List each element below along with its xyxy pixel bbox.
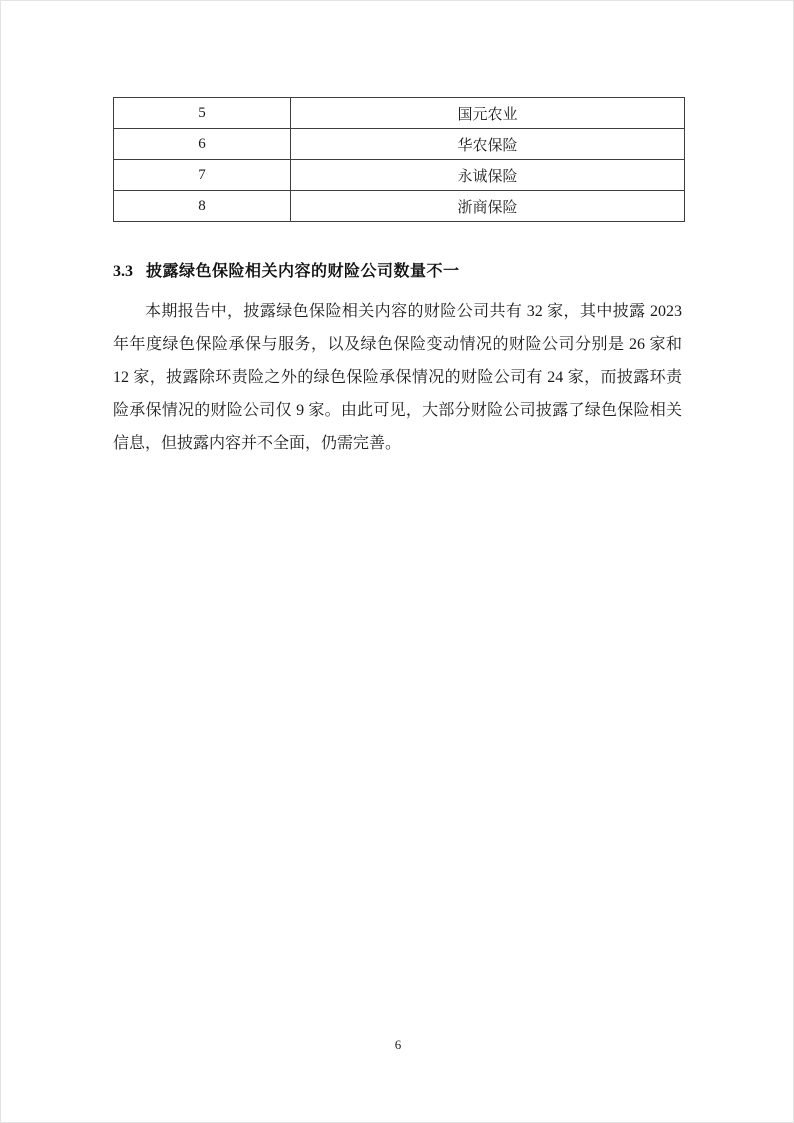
- section-heading: [113, 260, 682, 284]
- page-number: 6: [394, 1037, 402, 1052]
- table-row: [114, 98, 685, 129]
- company-name-cell: 华农保险: [291, 129, 685, 160]
- table-row: [114, 160, 685, 191]
- row-index-cell: 5: [114, 98, 291, 129]
- company-name-cell: 永诚保险: [291, 160, 685, 191]
- company-table: [113, 97, 685, 222]
- section-paragraph: 本期报告中，披露绿色保险相关内容的财险公司共有 32 家，其中披露 2023 年年度绿色保险承保与服务，以及绿色保险变动情况的财险公司分别是 26 家和 12 家，披露除环责险之外的绿色保险承保情况的财险公司有 24 家，而披露环责险承保情况的财险公司仅 9 家。由此可见，大部分财险公司披露了绿色保险相关信息，但披露内容并不全面，仍需完善。: [113, 303, 682, 452]
- table-row: [114, 129, 685, 160]
- row-index-cell: 7: [114, 160, 291, 191]
- company-name-cell: 浙商保险: [291, 191, 685, 222]
- row-index-cell: 6: [114, 129, 291, 160]
- page-content: [113, 1, 682, 460]
- row-index-cell: 8: [114, 191, 291, 222]
- section-heading-number: 3.3: [113, 263, 133, 280]
- company-table-body: [114, 98, 685, 222]
- section-heading-title: 披露绿色保险相关内容的财险公司数量不一: [146, 263, 460, 280]
- table-row: [114, 191, 685, 222]
- company-name-cell: 国元农业: [291, 98, 685, 129]
